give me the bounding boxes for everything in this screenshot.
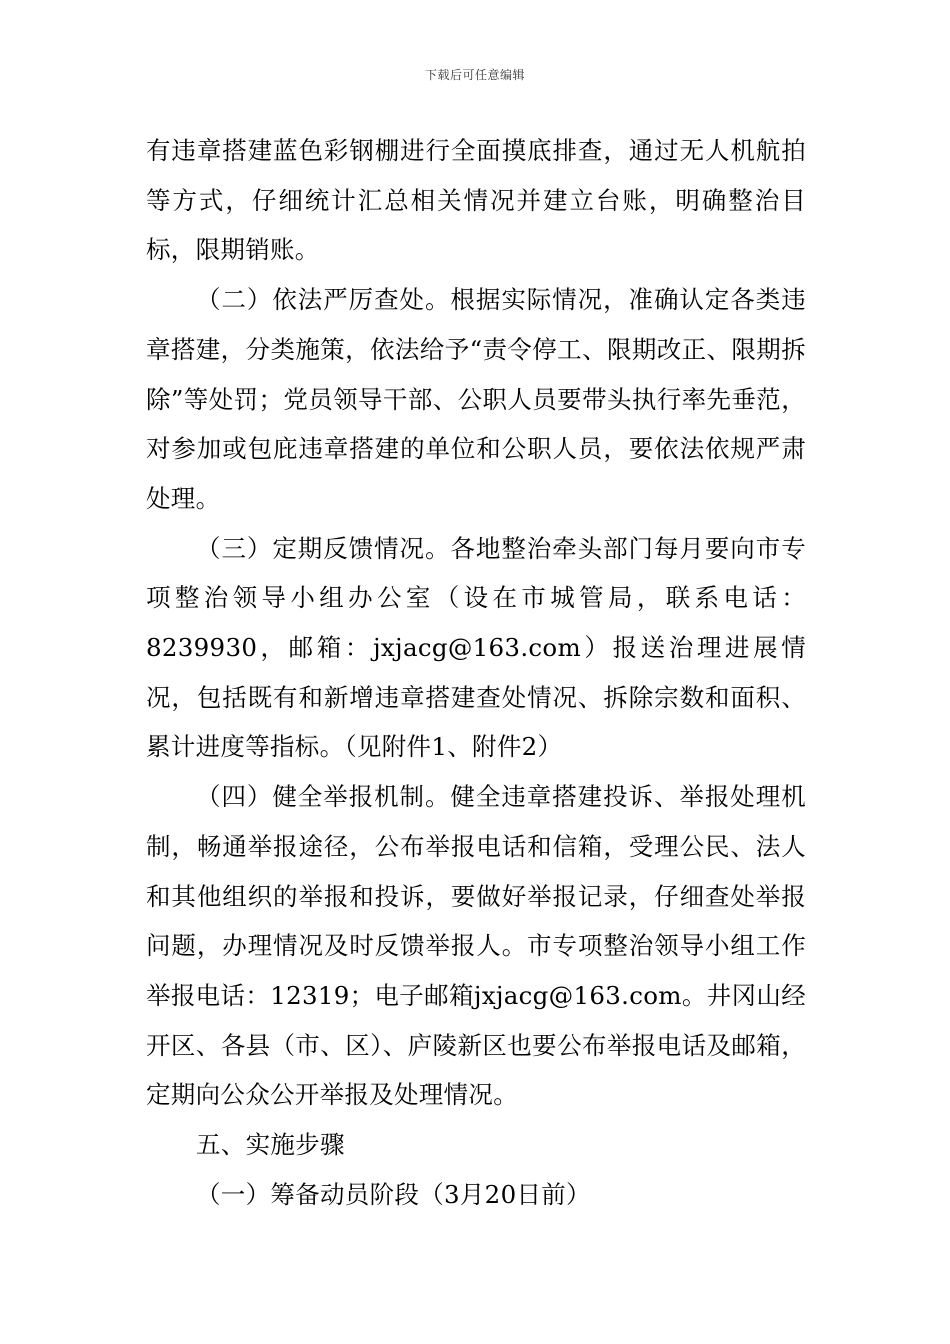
document-body [146,126,806,1219]
paragraph-continuation: 有违章搭建蓝色彩钢棚进行全面摸底排查，通过无人机航拍等方式，仔细统计汇总相关情况并建立台账，明确整治目标，限期销账。 [146,136,806,265]
paragraph-section-2: （二）依法严厉查处。根据实际情况，准确认定各类违章搭建，分类施策，依法给予“责令停工、限期改正、限期拆除”等处罚；党员领导干部、公职人员要带头执行率先垂范，对参加或包庇违章搭建的单位和公职人员，要依法依规严肃处理。 [146,285,806,513]
header-note: 下载后可任意编辑 [424,68,525,82]
heading-preparation-stage: （一）筹备动员阶段（3月20日前） [196,1179,591,1209]
paragraph-section-4: （四）健全举报机制。健全违章搭建投诉、举报处理机制，畅通举报途径，公布举报电话和信箱，受理公民、法人和其他组织的举报和投诉，要做好举报记录，仔细查处举报问题，办理情况及时反馈举报人。市专项整治领导小组工作举报电话：12319；电子邮箱jxjacg@163.com。井冈山经开区、各县（市、区）、庐陵新区也要公布举报电话及邮箱，定期向公众公开举报及处理情况。 [146,782,806,1110]
heading-implementation-steps: 五、实施步骤 [196,1130,345,1160]
paragraph-section-3: （三）定期反馈情况。各地整治牵头部门每月要向市专项整治领导小组办公室（设在市城管局，联系电话：8239930，邮箱：jxjacg@163.com）报送治理进展情况，包括既有和新增违章搭建查处情况、拆除宗数和面积、累计进度等指标。（见附件1、附件2） [146,533,806,762]
